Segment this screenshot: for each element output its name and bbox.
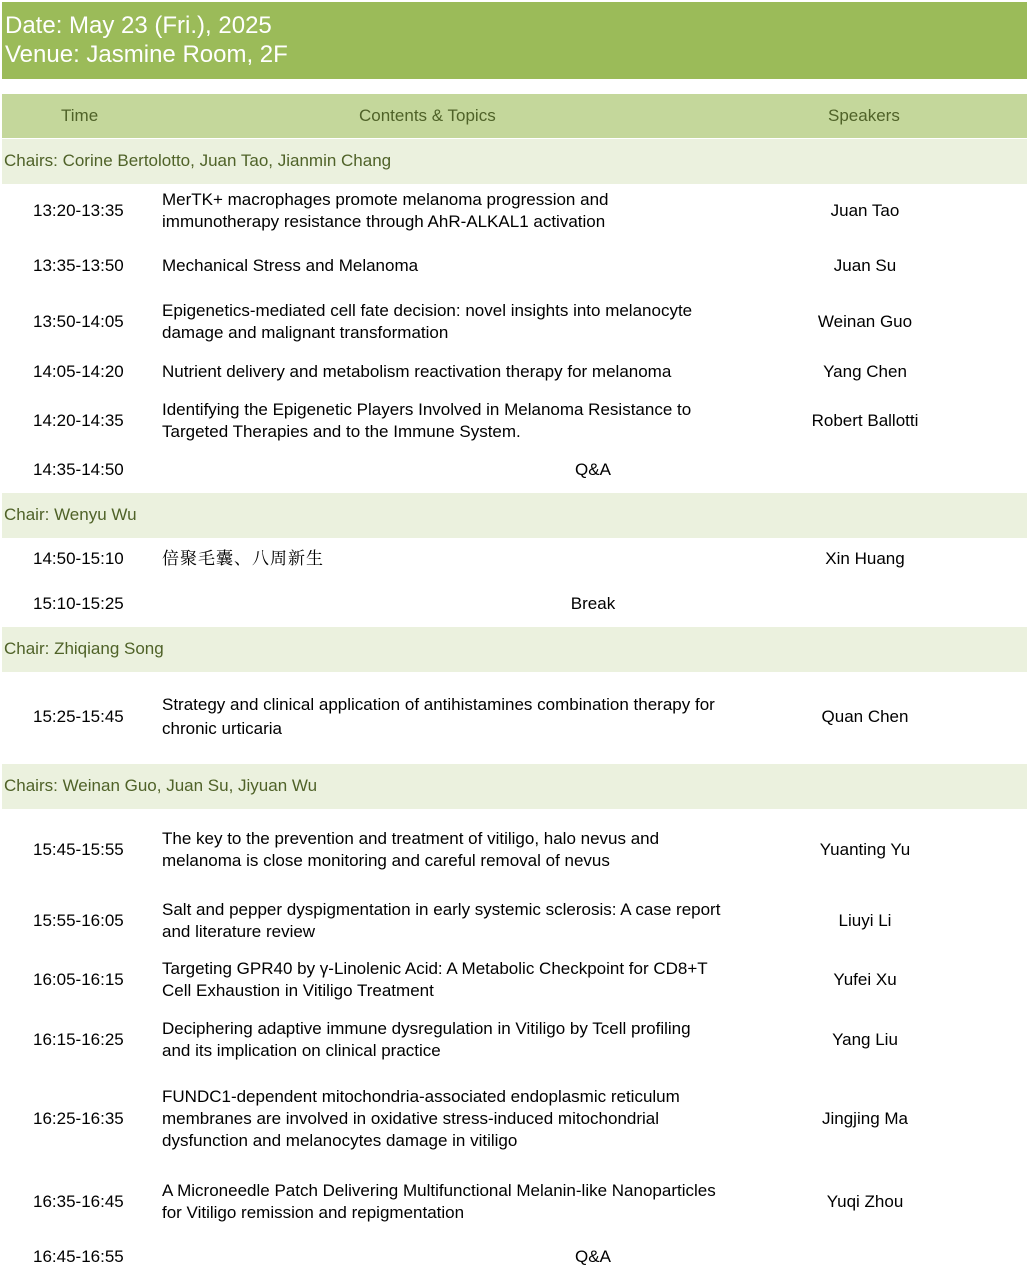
row-speaker: Quan Chen: [821, 707, 909, 726]
session-chair: Chairs: Weinan Guo, Juan Su, Jiyuan Wu: [2, 764, 1027, 809]
qa-label: Q&A: [575, 1247, 611, 1266]
row-topic: A Microneedle Patch Delivering Multifunctional Melanin-like Nanoparticles for Vitiligo remission and repigmentation: [162, 1181, 716, 1222]
agenda-row: [2, 540, 1027, 578]
agenda-row: [2, 953, 1027, 1007]
row-topic: Deciphering adaptive immune dysregulation in Vitiligo by Tcell profiling and its implication on clinical practice: [162, 1019, 691, 1060]
row-topic: MerTK+ macrophages promote melanoma progression and immunotherapy resistance through AhR-ALKAL1 activation: [162, 190, 609, 231]
agenda-row: [2, 184, 1027, 238]
agenda-row: [2, 822, 1027, 878]
agenda-row: [2, 1013, 1027, 1067]
row-speaker: Liuyi Li: [838, 911, 892, 930]
session-chair: Chair: Wenyu Wu: [2, 493, 1027, 538]
row-speaker: Robert Ballotti: [811, 411, 919, 430]
row-time: 13:20-13:35: [33, 201, 124, 220]
qa-label: Q&A: [575, 460, 611, 479]
topic-column-header: Contents & Topics: [359, 106, 496, 125]
row-time: 15:45-15:55: [33, 840, 124, 859]
row-time: 13:35-13:50: [33, 256, 124, 275]
break-label: Break: [570, 594, 616, 613]
row-topic: Identifying the Epigenetic Players Involved in Melanoma Resistance to Targeted Therapies and to the Immune System.: [162, 400, 692, 441]
schedule-header: [2, 2, 1027, 79]
date-line: Date: May 23 (Fri.), 2025: [5, 12, 272, 39]
row-speaker: Yang Liu: [832, 1030, 898, 1049]
row-time: 16:45-16:55: [33, 1247, 124, 1266]
row-speaker: Yang Chen: [823, 362, 907, 381]
agenda-row: [2, 1175, 1027, 1229]
column-header-row: [2, 94, 1027, 138]
row-time: 13:50-14:05: [33, 312, 124, 331]
row-time: 16:05-16:15: [33, 970, 124, 989]
row-time: 14:05-14:20: [33, 362, 124, 381]
row-topic: The key to the prevention and treatment of vitiligo, halo nevus and melanoma is close monitoring and careful removal of nevus: [162, 829, 660, 870]
row-topic: Salt and pepper dyspigmentation in early systemic sclerosis: A case report and literature review: [162, 900, 721, 941]
row-speaker: Weinan Guo: [817, 312, 913, 331]
row-speaker: Xin Huang: [825, 549, 905, 568]
row-topic: Nutrient delivery and metabolism reactivation therapy for melanoma: [162, 362, 672, 381]
row-speaker: Jingjing Ma: [822, 1109, 908, 1128]
agenda-row: [2, 682, 1027, 752]
agenda-row: [2, 894, 1027, 948]
row-time: 15:25-15:45: [33, 707, 124, 726]
agenda-row: [2, 452, 1027, 488]
agenda-row: [2, 394, 1027, 448]
row-time: 15:55-16:05: [33, 911, 124, 930]
row-topic: Targeting GPR40 by γ-Linolenic Acid: A Metabolic Checkpoint for CD8+T Cell Exhaustion in Vitiligo Treatment: [162, 959, 708, 1000]
row-time: 14:35-14:50: [33, 460, 124, 479]
row-speaker: Yufei Xu: [833, 970, 897, 989]
row-speaker: Yuanting Yu: [819, 840, 911, 859]
row-time: 16:15-16:25: [33, 1030, 124, 1049]
speaker-column-header: Speakers: [828, 106, 900, 125]
row-topic: 倍聚毛囊、八周新生: [162, 549, 324, 569]
row-topic: Strategy and clinical application of antihistamines combination therapy for chronic urticaria: [162, 695, 715, 738]
session-chair: Chairs: Corine Bertolotto, Juan Tao, Jianmin Chang: [2, 139, 1027, 184]
row-speaker: Juan Su: [833, 256, 897, 275]
agenda-row: [2, 1240, 1027, 1274]
row-topic: Epigenetics-mediated cell fate decision: novel insights into melanocyte damage and malignant transformation: [162, 301, 693, 342]
agenda-row: [2, 246, 1027, 286]
agenda-row: [2, 354, 1027, 390]
time-column-header: Time: [61, 106, 99, 125]
row-time: 14:20-14:35: [33, 411, 124, 430]
agenda-row: [2, 296, 1027, 348]
row-time: 16:35-16:45: [33, 1192, 124, 1211]
agenda-row: [2, 585, 1027, 623]
row-speaker: Juan Tao: [830, 201, 900, 220]
row-time: 15:10-15:25: [33, 594, 124, 613]
venue-line: Venue: Jasmine Room, 2F: [5, 41, 288, 68]
session-chair: Chair: Zhiqiang Song: [2, 627, 1027, 672]
row-topic: Mechanical Stress and Melanoma: [162, 256, 419, 275]
agenda-row: [2, 1084, 1027, 1154]
row-topic: FUNDC1-dependent mitochondria-associated endoplasmic reticulum membranes are involved in oxidative stress-induced mitochondrial dysfunction and melanocytes damage in vitiligo: [162, 1087, 680, 1150]
row-time: 14:50-15:10: [33, 549, 124, 568]
row-time: 16:25-16:35: [33, 1109, 124, 1128]
row-speaker: Yuqi Zhou: [826, 1192, 904, 1211]
